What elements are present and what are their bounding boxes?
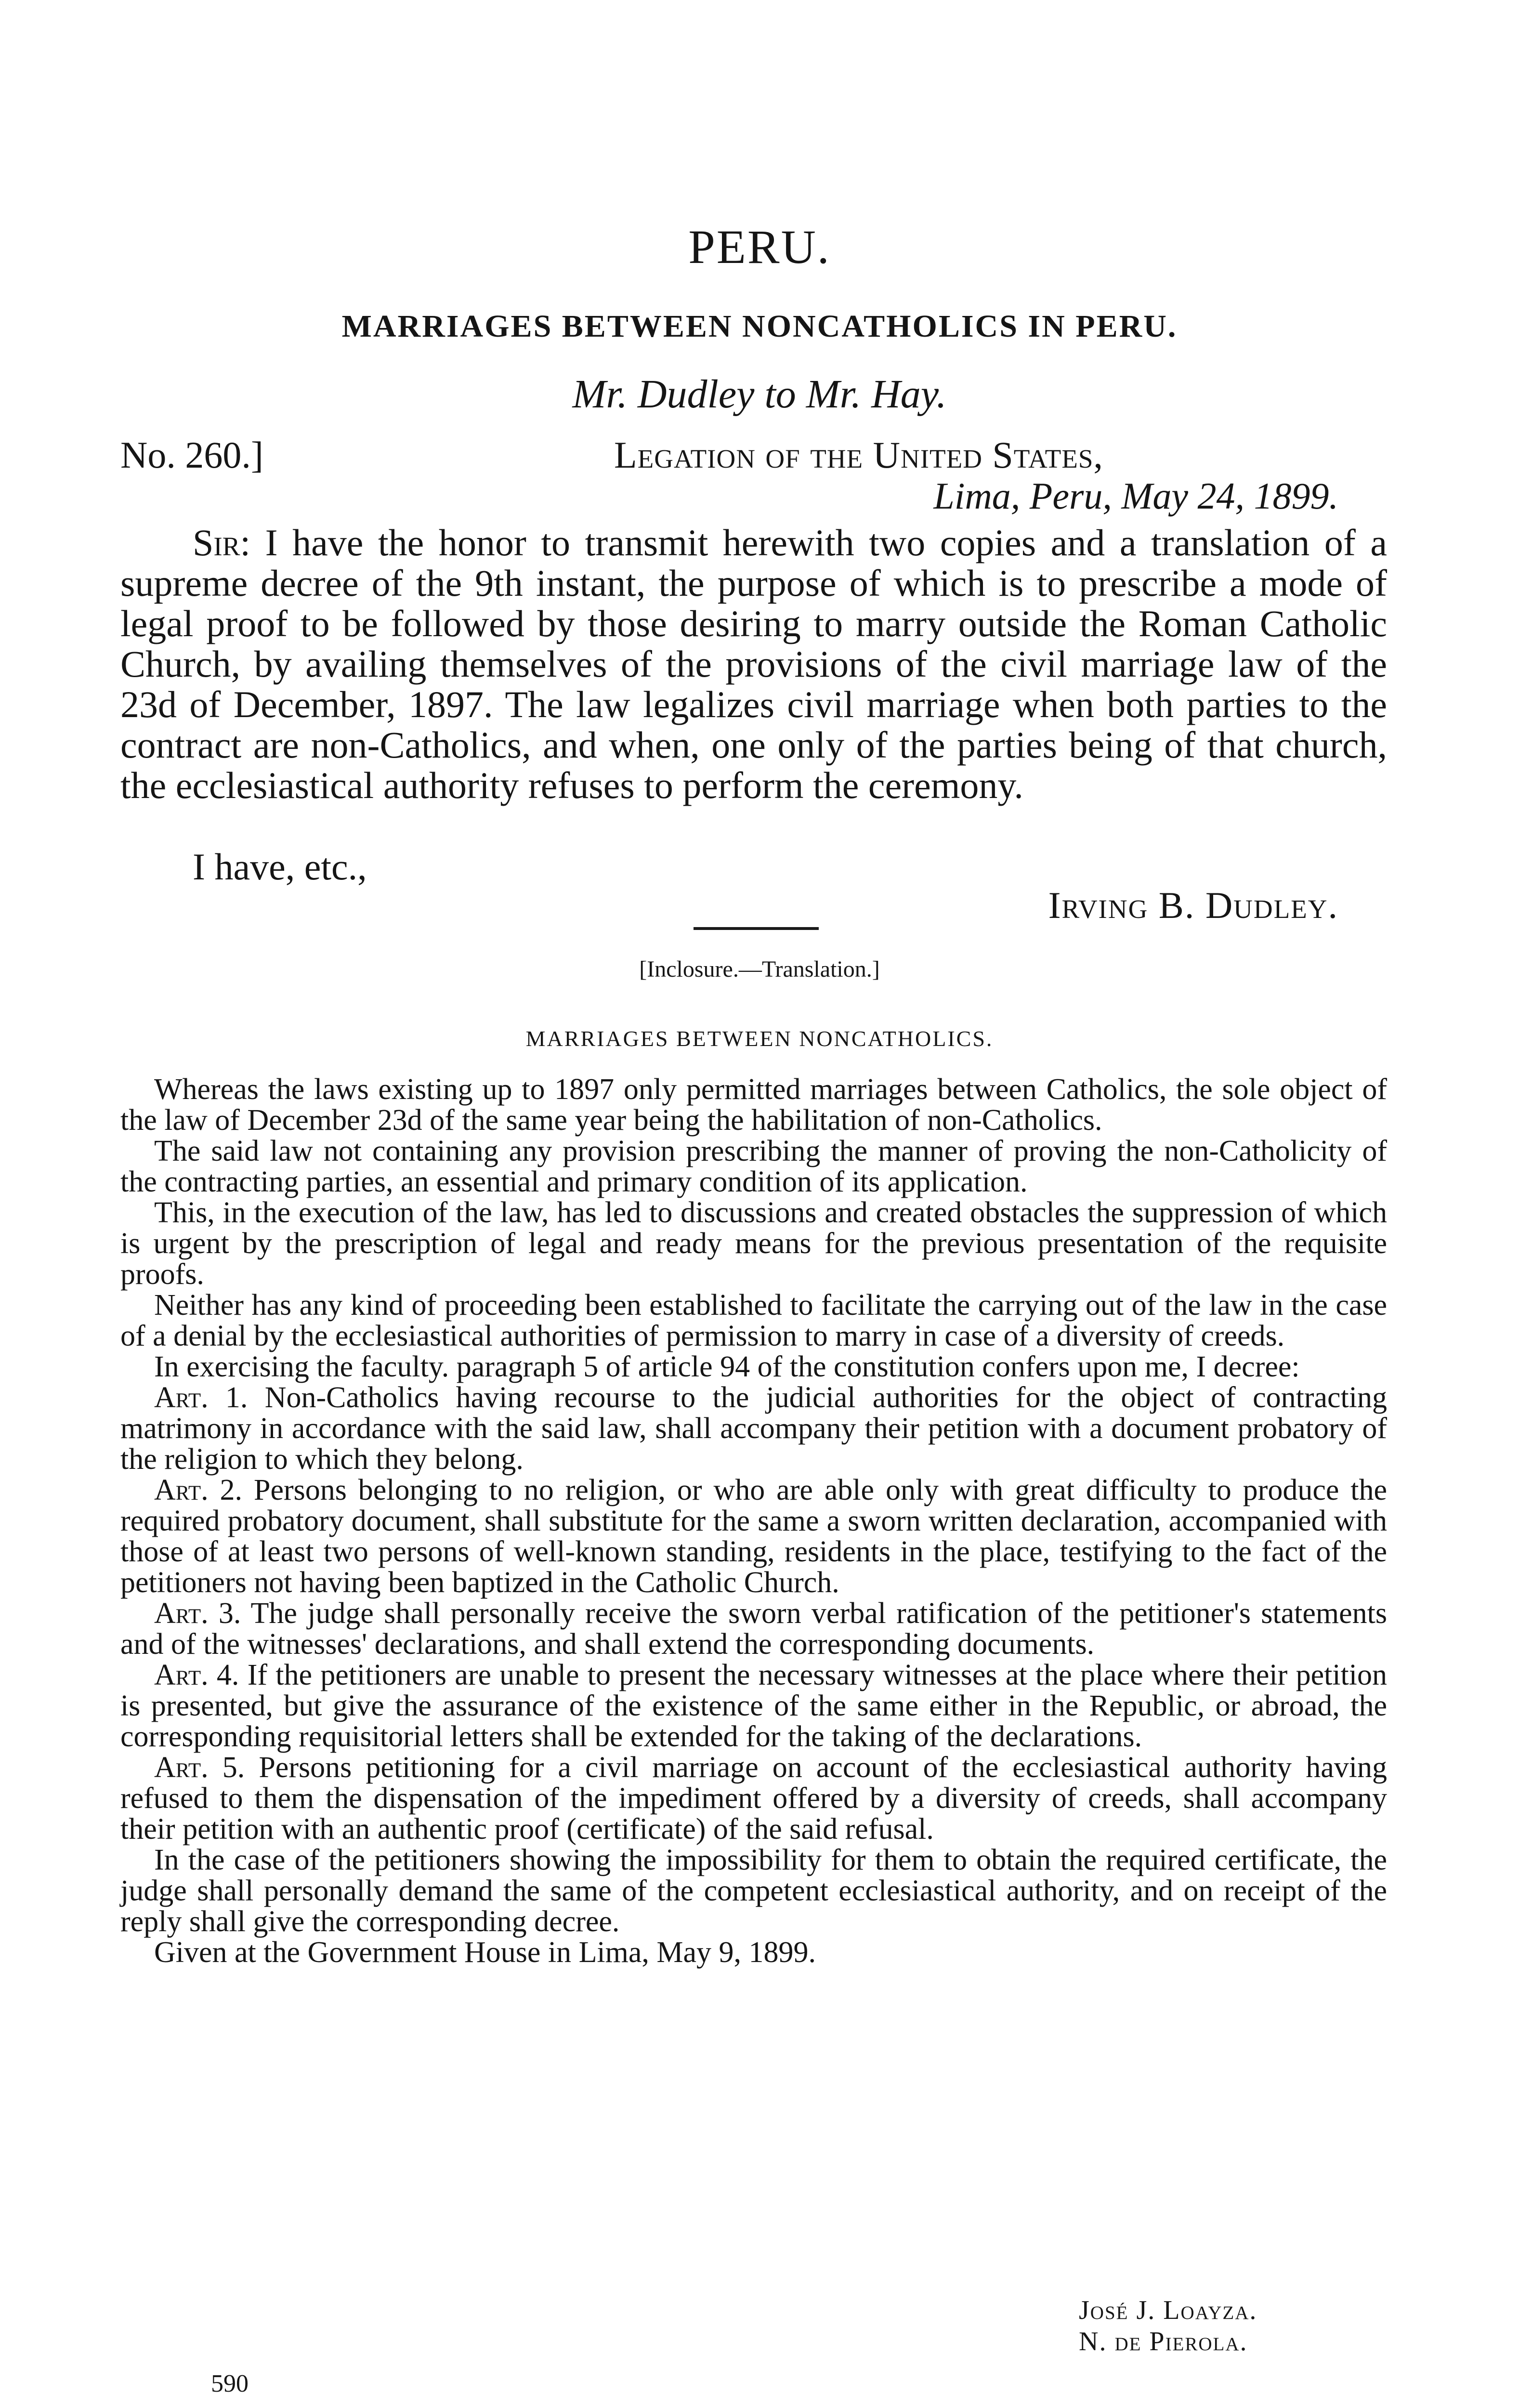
decree-body bbox=[120, 1074, 1387, 1968]
article-3 bbox=[120, 1598, 1387, 1660]
article-text: The judge shall personally receive the sworn verbal ratification of the petitioner's statements and of the witnesses' declarations, and shall extend the corresponding documents. bbox=[120, 1597, 1388, 1661]
legation-line: Legation of the United States, bbox=[614, 434, 1103, 476]
article-4 bbox=[120, 1660, 1387, 1752]
article-2 bbox=[120, 1475, 1387, 1598]
signatory-pierola: N. de Pierola. bbox=[1079, 2327, 1248, 2356]
page-number: 590 bbox=[211, 2370, 249, 2397]
enclosure-label: [Inclosure.—Translation.] bbox=[639, 956, 880, 982]
decree-paragraph: This, in the execution of the law, has led to discussions and created obstacles the suppression of which is urgent by the prescription of legal and ready means for the previous presentation of the requisite proofs. bbox=[120, 1196, 1387, 1291]
decree-paragraph: In exercising the faculty. paragraph 5 of article 94 of the constitution confers upon me, I decree: bbox=[154, 1350, 1300, 1383]
signatory-loayza: José J. Loayza. bbox=[1079, 2295, 1257, 2325]
article-label: Art. 4. bbox=[154, 1659, 239, 1691]
enclosure-title: MARRIAGES BETWEEN NONCATHOLICS. bbox=[525, 1026, 994, 1051]
article-5 bbox=[120, 1752, 1387, 1845]
article-text: If the petitioners are unable to present the necessary witnesses at the place where their petition is presented, but give the assurance of the existence of the same either in the Republic, or abroad, the corresponding requisitorial letters shall be extended for the taking of the declarations. bbox=[120, 1659, 1387, 1753]
dispatch-number: No. 260.] bbox=[120, 434, 263, 476]
decree-given-line: Given at the Government House in Lima, May 9, 1899. bbox=[154, 1936, 816, 1969]
letter-paragraph bbox=[120, 523, 1387, 806]
place-date-line: Lima, Peru, May 24, 1899. bbox=[933, 475, 1338, 517]
salutation: Sir bbox=[193, 522, 240, 563]
letter-body bbox=[120, 523, 1387, 806]
article-text: Non-Catholics having recourse to the judicial authorities for the object of contracting matrimony in accordance with the said law, shall accompany their petition with a document probatory of the religion to which they belong. bbox=[120, 1381, 1387, 1476]
letter-closing: I have, etc., bbox=[193, 846, 367, 888]
letter-signer: Irving B. Dudley. bbox=[1048, 884, 1338, 926]
decree-paragraph: Whereas the laws existing up to 1897 only permitted marriages between Catholics, the sole object of the law of December 23d of the same year being the habilitation of non-Catholics. bbox=[120, 1073, 1387, 1137]
article-1 bbox=[120, 1382, 1387, 1475]
decree-final-paragraph: In the case of the petitioners showing the impossibility for them to obtain the required certificate, the judge shall personally demand the same of the competent ecclesiastical authority, and on receipt of the reply shall give the corresponding decree. bbox=[120, 1844, 1387, 1938]
decree-paragraph: Neither has any kind of proceeding been established to facilitate the carrying out of the law in the case of a denial by the ecclesiastical authorities of permission to marry in case of a diversity of creeds. bbox=[120, 1289, 1387, 1352]
country-heading: PERU. bbox=[688, 220, 831, 274]
letter-text: : I have the honor to transmit herewith two copies and a translation of a supreme decree of the 9th instant, the purpose of which is to prescribe a mode of legal proof to be followed by those desiring to marry outside the Roman Catholic Church, by availing themselves of the provisions of the civil marriage law of the 23d of December, 1897. The law legalizes civil marriage when both parties to the contract are non-Catholics, and when, one only of the parties being of that church, the ecclesiastical authority refuses to perform the ceremony. bbox=[120, 522, 1387, 806]
article-label: Art. 2. bbox=[154, 1474, 243, 1506]
section-divider bbox=[694, 927, 819, 930]
article-label: Art. 5. bbox=[154, 1751, 245, 1784]
article-text: Persons petitioning for a civil marriage on account of the ecclesiastical authority having refused to them the dispensation of the impediment offered by a diversity of creeds, shall accompany their petition with an authentic proof (certificate) of the said refusal. bbox=[120, 1751, 1387, 1845]
correspondence-line: Mr. Dudley to Mr. Hay. bbox=[572, 372, 947, 417]
decree-paragraph: The said law not containing any provision prescribing the manner of proving the non-Catholicity of the contracting parties, an essential and primary condition of its application. bbox=[120, 1135, 1387, 1198]
article-text: Persons belonging to no religion, or who are able only with great difficulty to produce the required probatory document, shall substitute for the same a sworn written declaration, accompanied with those of at least two persons of well-known standing, residents in the place, testifying to the fact of the petitioners not having been baptized in the Catholic Church. bbox=[120, 1474, 1388, 1599]
article-label: Art. 3. bbox=[154, 1597, 241, 1630]
article-label: Art. 1. bbox=[154, 1381, 248, 1414]
subject-heading: MARRIAGES BETWEEN NONCATHOLICS IN PERU. bbox=[341, 309, 1178, 344]
